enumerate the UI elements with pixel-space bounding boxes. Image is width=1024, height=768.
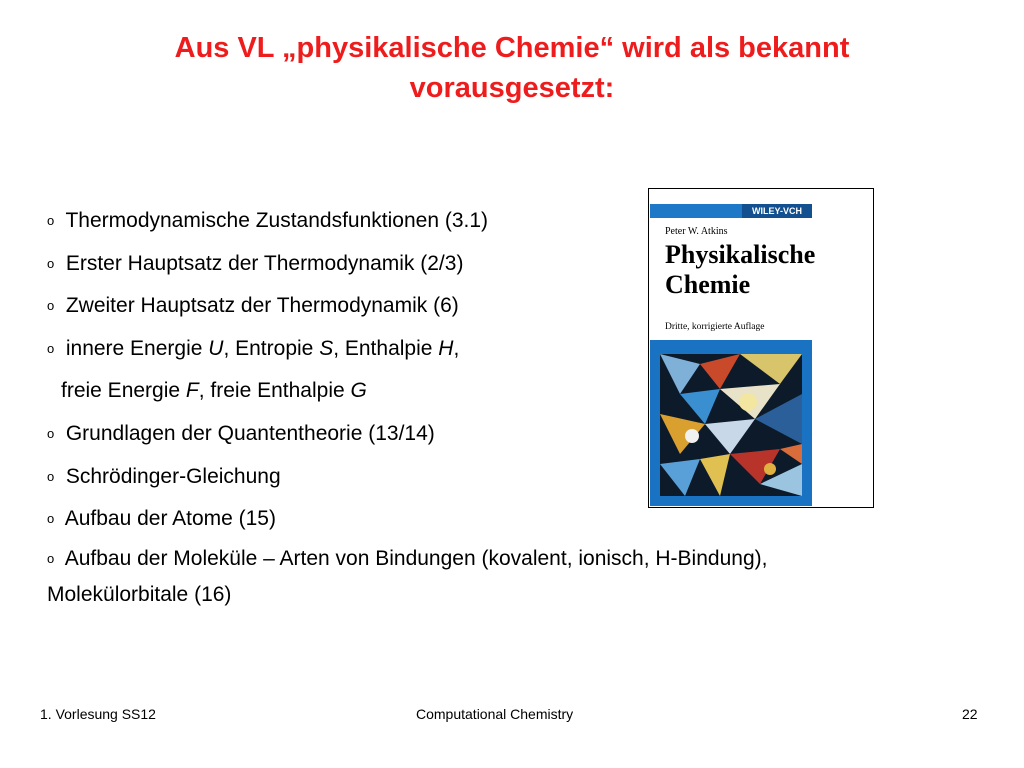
symbol-s: S: [319, 336, 334, 360]
text-fragment: , freie Enthalpie: [198, 379, 351, 403]
list-item-text: Thermodynamische Zustandsfunktionen (3.1): [65, 209, 489, 232]
slide-title-line-2: vorausgesetzt:: [409, 72, 615, 104]
list-item-text: Schrödinger-Gleichung: [65, 464, 281, 488]
symbol-f: F: [185, 379, 199, 403]
cover-artwork: [650, 340, 812, 506]
list-item-text: Aufbau der Moleküle – Arten von Bindungen (kovalent, ionisch, H-Bindung),: [64, 546, 768, 570]
text-fragment: , Entropie: [223, 336, 320, 360]
bullet-marker: o: [47, 298, 55, 314]
list-item-text: Zweiter Hauptsatz der Thermodynamik (6): [65, 294, 459, 318]
book-edition: Dritte, korrigierte Auflage: [665, 322, 765, 332]
list-item-text: [66, 337, 459, 360]
symbol-h: H: [438, 336, 454, 360]
book-title-line-2: Chemie: [665, 270, 751, 299]
text-fragment: innere Energie: [65, 336, 209, 360]
slide-title: [60, 28, 964, 108]
page-number: 22: [962, 706, 978, 722]
list-item-text: Aufbau der Atome (15): [64, 507, 276, 531]
bullet-marker: o: [47, 255, 55, 271]
footer-course: Computational Chemistry: [416, 706, 574, 722]
text-fragment: ,: [453, 336, 460, 360]
symbol-u: U: [208, 336, 224, 360]
molecular-art-icon: [660, 354, 802, 496]
bullet-marker: o: [47, 550, 55, 566]
list-item-text: Grundlagen der Quantentheorie (13/14): [65, 421, 435, 445]
list-item-text: Molekülorbitale (16): [47, 582, 232, 606]
slide-title-line-1: Aus VL „physikalische Chemie“ wird als bekannt: [174, 32, 850, 64]
book-title: [665, 240, 815, 300]
text-fragment: , Enthalpie: [333, 336, 439, 360]
bullet-marker: o: [47, 425, 55, 441]
symbol-g: G: [350, 379, 367, 403]
text-fragment: freie Energie: [61, 379, 186, 403]
bullet-marker: o: [47, 511, 55, 527]
bullet-marker: o: [47, 468, 55, 484]
footer-lecture: 1. Vorlesung SS12: [40, 706, 156, 722]
list-item-continuation: [47, 577, 947, 613]
bullet-marker: o: [47, 340, 55, 356]
book-title-line-1: Physikalische: [665, 240, 816, 269]
list-item: [47, 541, 947, 577]
bullet-marker: o: [47, 213, 55, 228]
publisher-logo: WILEY-VCH: [742, 204, 812, 218]
list-item-text: Erster Hauptsatz der Thermodynamik (2/3): [65, 251, 464, 275]
book-cover-image: [648, 188, 874, 508]
book-author: Peter W. Atkins: [665, 226, 728, 237]
